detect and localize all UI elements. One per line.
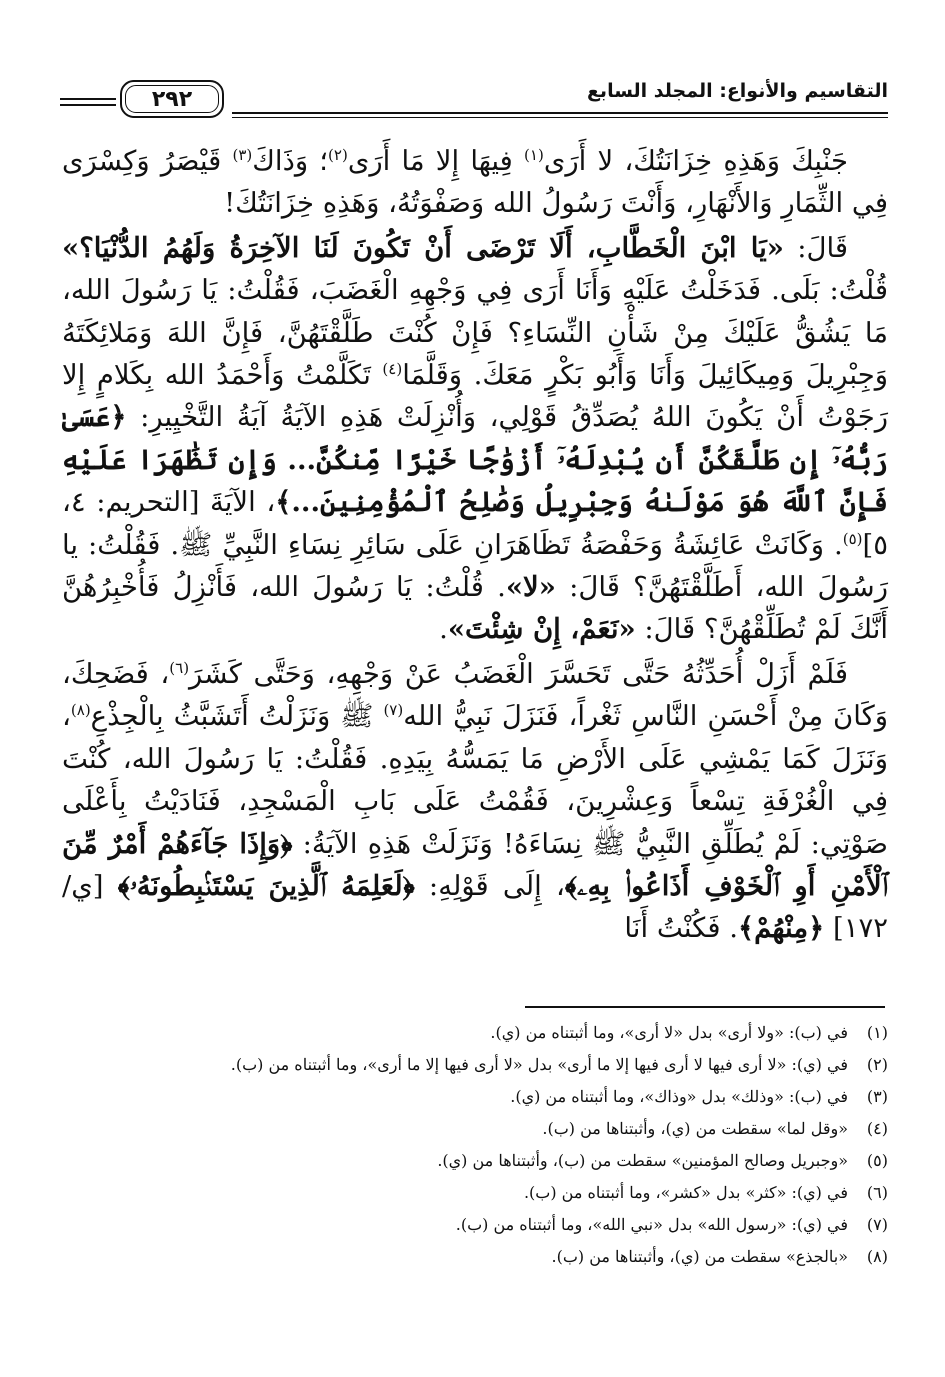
text-run: تَكَلَّمْتُ وَأَحْمَدُ الله بِكَلامٍ إِلا رَجَوْتُ أَنْ يَكُونَ اللهُ يُصَدِّقُ قَوْلِي، وَأُنْزِلَتْ هَذِهِ الآيَةُ آيَةُ التَّخْيِيرِ: — [62, 359, 888, 434]
text-run: قَيْصَرُ وَكِسْرَى فِي الثِّمَارِ وَالأَنْهَارِ، وَأَنْتَ رَسُولُ الله وَصَفْوَتُهُ، وَهَذِهِ خِزَانَتُكَ! — [62, 145, 888, 220]
paragraph — [62, 653, 888, 950]
footnote-separator — [525, 1006, 885, 1008]
footnote-number: (١) — [866, 1023, 888, 1042]
footnote — [60, 1113, 888, 1145]
text-run: . وَكَانَتْ عَائِشَةُ وَحَفْصَةُ تَظَاهَرَانِ عَلَى سَائِرِ نِسَاءِ النَّبِيِّ ﷺ. فَقُلْتُ: يا رَسُولَ الله، أَطَلَّقْتَهُنَّ؟ قَالَ: — [62, 528, 888, 604]
footnote-text: في (ب): «وذلك» بدل «وذاك»، وما أثبتناه من (ي). — [510, 1087, 848, 1106]
text-run: ، الآيَةَ [التحريم: ٤، ٥] — [62, 486, 888, 561]
footnote-text: في (ب): «ولا أرى» بدل «لا أرى»، وما أثبتناه من (ي). — [490, 1023, 848, 1042]
footnote-number: (٦) — [866, 1183, 888, 1202]
header-rule-left — [60, 98, 116, 100]
footnote — [60, 1177, 888, 1209]
text-run: ، إِلَى قَوْلِهِ: — [414, 869, 565, 902]
header-rule-right — [232, 112, 888, 114]
footnote-text: «وقل لما» سقطت من (ي)، وأثبتناها من (ب). — [542, 1119, 848, 1138]
footnote-number: (٨) — [866, 1247, 888, 1266]
bold-text: ﴿لَعَلِمَهُ ٱلَّذِينَ يَسْتَنۢبِطُونَهُۥ﴾ — [117, 869, 415, 902]
bold-text: «نَعَمْ، إِنْ شِئْتَ» — [447, 613, 636, 646]
footnote-ref: (٣) — [232, 145, 253, 164]
bold-text: «يَا ابْنَ الْخَطَّابِ، أَلَا تَرْضَى أَنْ تَكُونَ لَنَا الآخِرَةُ وَلَهُمُ الدُّنْيَا؟» — [62, 231, 784, 264]
text-run: [ي/١٧٢] — [62, 869, 888, 945]
footnote-text: «بالجذع» سقطت من (ي)، وأثبتناها من (ب). — [551, 1247, 848, 1266]
text-run: قُلْتُ: بَلَى. فَدَخَلْتُ عَلَيْهِ وَأَنَا أَرَى فِي وَجْهِهِ الْغَضَبَ، فَقُلْتُ: يَا رَسُولَ الله، مَا يَشُقُّ عَلَيْكَ مِنْ شَأْنِ النِّسَاءِ؟ فَإِنْ كُنْتَ طَلَّقْتَهُنَّ، فَإِنَّ اللهَ وَمَلائِكَتَهُ وَجِبْرِيلَ وَمِيكَائِيلَ وَأَنَا وَأَبُو بَكْرٍ مَعَكَ. وَقَلَّمَا — [62, 274, 888, 392]
footnote — [60, 1017, 888, 1049]
bold-text: ﴿عَسَىٰ رَبُّهُۥٓ إِن طَلَّقَكُنَّ أَن يُبْدِلَهُۥٓ أَزْوَٰجًا خَيْرًا مِّنكُنَّ... وَإِن تَظَٰهَرَا عَلَيْهِ فَإِنَّ ٱللَّهَ هُوَ مَوْلَىٰهُ وَجِبْرِيلُ وَصَٰلِحُ ٱلْمُؤْمِنِينَ...﴾ — [62, 401, 889, 519]
footnote-ref: (٦) — [169, 658, 190, 677]
footnote — [60, 1081, 888, 1113]
footnote-text: في (ي): «رسول الله» بدل «نبي الله»، وما أثبتناه من (ب). — [455, 1215, 848, 1234]
text-run: ، وَنَزَلَ كَمَا يَمْشِي عَلَى الأَرْضِ مَا يَمَسُّهُ بِيَدِهِ. فَقُلْتُ: يَا رَسُولَ الله، كُنْتَ فِي الْغُرْفَةِ تِسْعاً وَعِشْرِينَ، فَقُمْتُ عَلَى بَابِ الْمَسْجِدِ، فَنَادَيْتُ بِأَعْلَى صَوْتِي: لَمْ يُطَلِّقِ النَّبِيُّ ﷺ نِسَاءَهُ! وَنَزَلَتْ هَذِهِ الآيَةُ: — [62, 700, 889, 860]
text-run: ، فَضَحِكَ، وَكَانَ مِنْ أَحْسَنِ النَّاسِ ثَغْراً، فَنَزَلَ نَبِيُّ الله — [62, 657, 888, 733]
paragraph — [62, 227, 888, 651]
footnote-number: (٥) — [866, 1151, 888, 1170]
footnote-ref: (٢) — [328, 145, 348, 164]
footnote-ref: (٥) — [842, 529, 863, 548]
text-run: . — [439, 613, 448, 646]
bold-text: «لا» — [505, 571, 556, 604]
footnote-text: في (ي): «كثر» بدل «كشر»، وما أثبتناه من (ب). — [523, 1183, 848, 1202]
footnote-number: (٣) — [866, 1087, 888, 1106]
footnote — [60, 1145, 888, 1177]
paragraph — [62, 140, 888, 225]
text-run: قَالَ: — [783, 231, 849, 264]
running-title: التقاسيم والأنواع: المجلد السابع — [586, 80, 888, 102]
footnote-number: (٤) — [866, 1119, 888, 1138]
footnote — [60, 1049, 888, 1081]
page-number: ٢٩٢ — [120, 80, 224, 118]
bold-text: ﴿وَإِذَا جَآءَهُمْ أَمْرٌ مِّنَ ٱلْأَمْنِ أَوِ ٱلْخَوْفِ أَذَاعُوا۟ بِهِۦ﴾ — [62, 827, 888, 902]
footnote-ref: (٤) — [382, 359, 403, 378]
main-text — [62, 140, 888, 1000]
text-run: . قُلْتُ: يَا رَسُولَ الله، فَأَنْزِلُ فَأُخْبِرُهُنَّ أَنَّكَ لَمْ تُطَلِّقْهُنَّ؟ قَالَ: — [62, 571, 888, 646]
footnote-number: (٢) — [866, 1055, 888, 1074]
text-run: فَلَمْ أَزَلْ أُحَدِّثُهُ حَتَّى تَحَسَّرَ الْغَضَبُ عَنْ وَجْهِهِ، وَحَتَّى كَشَرَ — [189, 657, 848, 690]
header-rule-left-thin — [60, 104, 116, 106]
text-run: . فَكُنْتُ أَنَا — [624, 912, 738, 945]
footnote — [60, 1209, 888, 1241]
footnote-text: «وجبريل وصالح المؤمنين» سقطت من (ب)، وأثبتناها من (ي). — [437, 1151, 848, 1170]
footnotes — [60, 1017, 888, 1273]
text-run: ؛ وَذَاكَ — [252, 145, 329, 177]
text-run: فِيهَا إِلا مَا أَرَى — [347, 145, 525, 177]
bold-text: ﴿مِنْهُمْ﴾ — [737, 912, 825, 945]
footnote-ref: (١) — [524, 145, 544, 164]
text-run: ﷺ وَنَزَلْتُ أَتَشَبَّثُ بِالْجِذْعِ — [90, 700, 384, 733]
footnote-text: في (ي): «لا أرى فيها لا أرى فيها إلا ما أرى» بدل «لا أرى فيها إلا ما أرى»، وما أثبتناه من (ب). — [230, 1055, 848, 1074]
footnote — [60, 1241, 888, 1273]
header-rule-right-thin — [232, 117, 888, 118]
footnote-number: (٧) — [866, 1215, 888, 1234]
footnote-ref: (٧) — [383, 701, 404, 720]
text-run: جَنْبِكَ وَهَذِهِ خِزَانَتُكَ، لا أَرَى — [543, 145, 848, 177]
footnote-ref: (٨) — [70, 701, 91, 720]
